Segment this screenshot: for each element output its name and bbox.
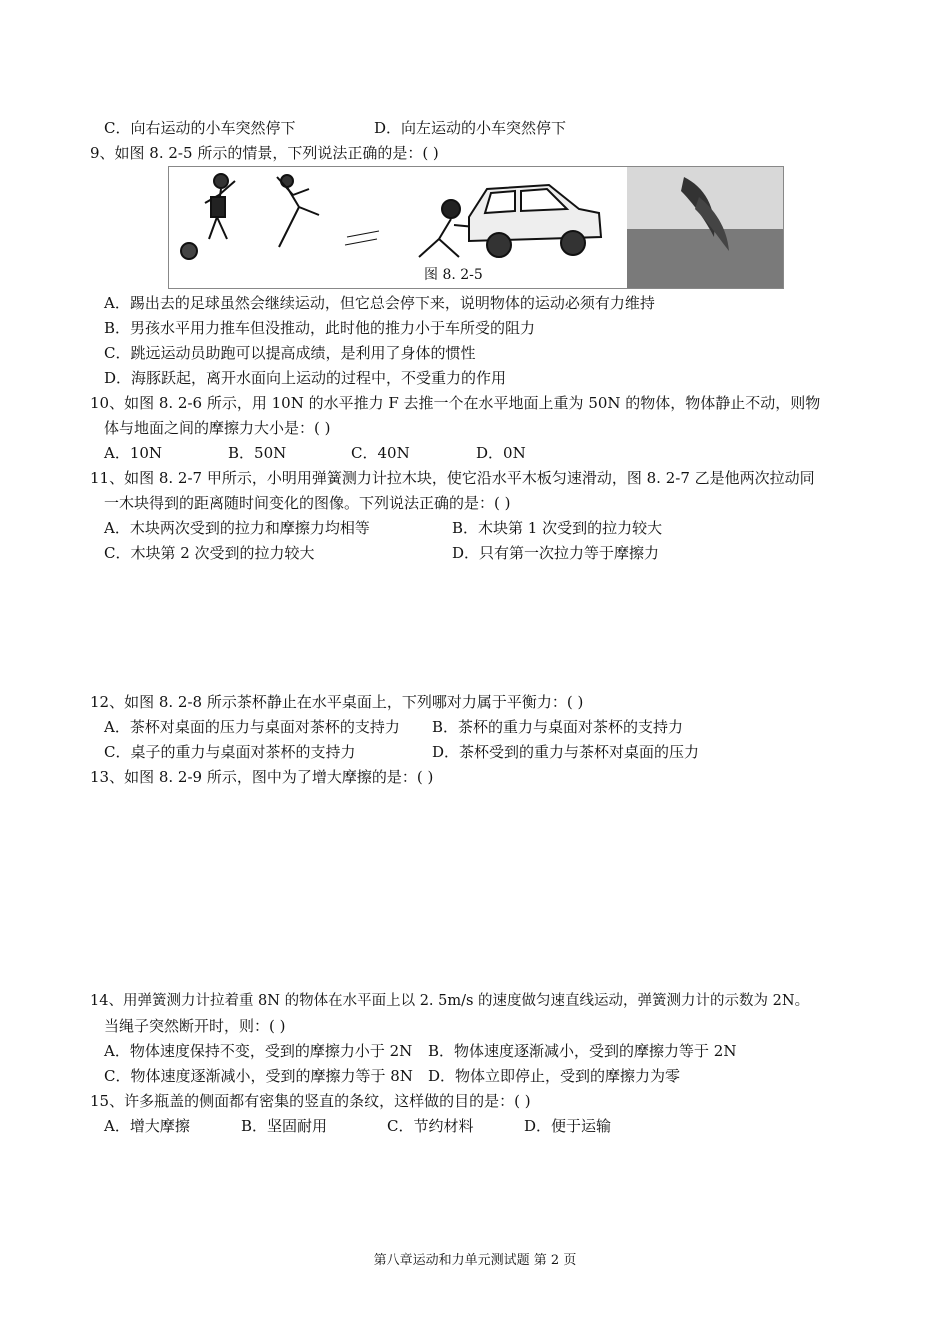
figure-8-2-5	[168, 166, 784, 289]
q14-option-c: C．物体速度逐渐减小，受到的摩擦力等于 8N	[104, 1067, 413, 1085]
q10-option-b: B．50N	[228, 444, 287, 462]
q11-option-a: A．木块两次受到的拉力和摩擦力均相等	[104, 519, 370, 537]
page-footer: 第八章运动和力单元测试题 第 2 页	[373, 1253, 577, 1268]
q10-stem-line1: 10、如图 8. 2-6 所示，用 10N 的水平推力 F 去推一个在水平地面上重为 50N 的物体，物体静止不动，则物	[90, 394, 821, 412]
q9-option-c: C．跳远运动员助跑可以提高成绩，是利用了身体的惯性	[104, 344, 476, 362]
q11-option-b: B．木块第 1 次受到的拉力较大	[452, 519, 663, 537]
q14-stem-line1: 14、用弹簧测力计拉着重 8N 的物体在水平面上以 2. 5m/s 的速度做匀速直线运动，弹簧测力计的示数为 2N。	[90, 993, 810, 1009]
q9-option-d: D．海豚跃起，离开水面向上运动的过程中，不受重力的作用	[104, 369, 507, 387]
q9-option-a: A．踢出去的足球虽然会继续运动，但它总会停下来，说明物体的运动必须有力维持	[104, 294, 655, 312]
q15-stem: 15、许多瓶盖的侧面都有密集的竖直的条纹，这样做的目的是：( )	[90, 1092, 531, 1110]
q10-option-a: A．10N	[104, 444, 163, 462]
q8-option-c: C．向右运动的小车突然停下	[104, 119, 296, 137]
q11-option-c: C．木块第 2 次受到的拉力较大	[104, 544, 315, 562]
q12-option-c: C．桌子的重力与桌面对茶杯的支持力	[104, 743, 356, 761]
q14-stem-line2: 当绳子突然断开时，则：( )	[104, 1017, 286, 1035]
figure-caption: 图 8. 2-5	[424, 267, 483, 283]
q10-option-c: C．40N	[351, 444, 410, 462]
q13-stem: 13、如图 8. 2-9 所示，图中为了增大摩擦的是：( )	[90, 768, 434, 786]
q12-option-a: A．茶杯对桌面的压力与桌面对茶杯的支持力	[104, 718, 400, 736]
q15-option-b: B．坚固耐用	[241, 1117, 328, 1135]
q15-option-d: D．便于运输	[524, 1117, 612, 1135]
long-jumper-illustration	[277, 175, 379, 247]
q11-option-d: D．只有第一次拉力等于摩擦力	[452, 544, 660, 562]
q11-stem-line1: 11、如图 8. 2-7 甲所示，小明用弹簧测力计拉木块，使它沿水平木板匀速滑动，图 8. 2-7 乙是他两次拉动同	[90, 469, 815, 487]
q14-option-a: A．物体速度保持不变，受到的摩擦力小于 2N	[104, 1042, 413, 1060]
q12-option-b: B．茶杯的重力与桌面对茶杯的支持力	[432, 718, 684, 736]
soccer-player-illustration	[181, 174, 235, 259]
dolphin-photo	[627, 167, 783, 288]
boy-pushing-car-illustration	[419, 185, 601, 257]
q10-stem-line2: 体与地面之间的摩擦力大小是：( )	[104, 419, 331, 437]
q11-stem-line2: 一木块得到的距离随时间变化的图像。下列说法正确的是：( )	[104, 494, 511, 512]
q10-option-d: D．0N	[476, 444, 526, 462]
q8-option-d: D．向左运动的小车突然停下	[374, 119, 567, 137]
q12-option-d: D．茶杯受到的重力与茶杯对桌面的压力	[432, 743, 700, 761]
q9-stem: 9、如图 8. 2-5 所示的情景，下列说法正确的是：( )	[90, 144, 439, 162]
q12-stem: 12、如图 8. 2-8 所示茶杯静止在水平桌面上，下列哪对力属于平衡力：( )	[90, 693, 584, 711]
q14-option-d: D．物体立即停止，受到的摩擦力为零	[428, 1067, 681, 1085]
q15-option-a: A．增大摩擦	[104, 1117, 190, 1135]
q9-option-b: B．男孩水平用力推车但没推动，此时他的推力小于车所受的阻力	[104, 319, 536, 337]
q14-option-b: B．物体速度逐渐减小，受到的摩擦力等于 2N	[428, 1042, 737, 1060]
q15-option-c: C．节约材料	[387, 1117, 474, 1135]
